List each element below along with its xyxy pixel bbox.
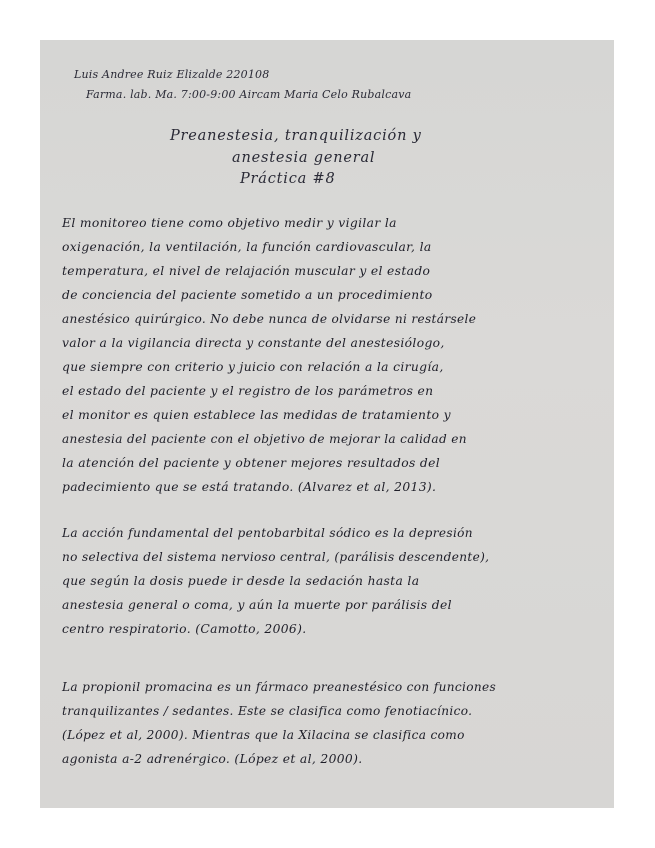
p3-line-1: La propionil promacina es un fármaco preanestésico con funciones: [62, 680, 497, 694]
course-info-line: Farma. lab. Ma. 7:00-9:00 Aircam Maria Celo Rubalcava: [86, 88, 412, 101]
p3-line-3: (López et al, 2000). Mientras que la Xilacina se clasifica como: [62, 728, 465, 742]
p1-line-1: El monitoreo tiene como objetivo medir y vigilar la: [62, 216, 397, 230]
p1-line-3: temperatura, el nivel de relajación muscular y el estado: [62, 264, 431, 278]
author-line: Luis Andree Ruiz Elizalde 220108: [74, 68, 270, 81]
p1-line-8: el estado del paciente y el registro de los parámetros en: [62, 384, 434, 398]
title-line-2: anestesia general: [232, 150, 376, 166]
p1-line-10: anestesia del paciente con el objetivo de mejorar la calidad en: [62, 432, 467, 446]
title-line-3: Práctica #8: [240, 171, 336, 187]
p2-line-3: que según la dosis puede ir desde la sedación hasta la: [62, 574, 420, 588]
p1-line-5: anestésico quirúrgico. No debe nunca de olvidarse ni restársele: [62, 312, 477, 326]
p2-line-1: La acción fundamental del pentobarbital sódico es la depresión: [62, 526, 473, 540]
p2-line-2: no selectiva del sistema nervioso central, (parálisis descendente),: [62, 550, 490, 564]
p2-line-4: anestesia general o coma, y aún la muerte por parálisis del: [62, 598, 452, 612]
p1-line-11: la atención del paciente y obtener mejores resultados del: [62, 456, 441, 470]
title-line-1: Preanestesia, tranquilización y: [170, 128, 422, 144]
p1-line-4: de conciencia del paciente sometido a un procedimiento: [62, 288, 433, 302]
p1-line-6: valor a la vigilancia directa y constante del anestesiólogo,: [62, 336, 445, 350]
p1-line-2: oxigenación, la ventilación, la función cardiovascular, la: [62, 240, 432, 254]
p1-line-9: el monitor es quien establece las medidas de tratamiento y: [62, 408, 451, 422]
p3-line-4: agonista a-2 adrenérgico. (López et al, 2000).: [62, 752, 363, 766]
handwritten-sheet: [40, 40, 614, 808]
p1-line-7: que siempre con criterio y juicio con relación a la cirugía,: [62, 360, 444, 374]
p2-line-5: centro respiratorio. (Camotto, 2006).: [62, 622, 307, 636]
p3-line-2: tranquilizantes / sedantes. Este se clasifica como fenotiacínico.: [62, 704, 473, 718]
p1-line-12: padecimiento que se está tratando. (Alvarez et al, 2013).: [62, 480, 437, 494]
